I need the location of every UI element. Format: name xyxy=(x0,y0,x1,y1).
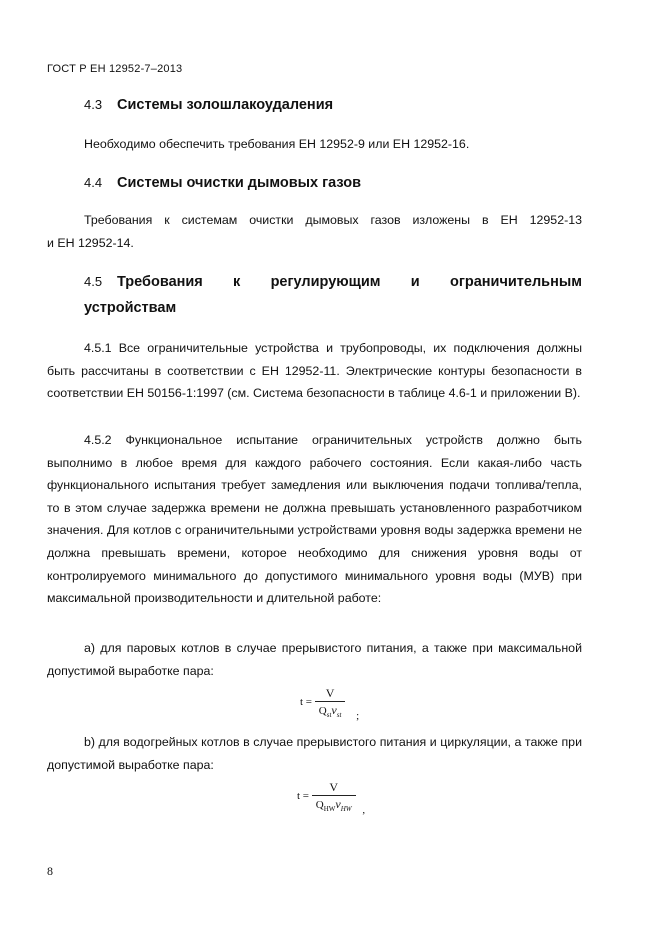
section-number: 4.3 xyxy=(84,97,103,112)
formula-lhs: t = xyxy=(300,696,313,709)
formula-q-subscript: st xyxy=(326,711,332,719)
formula-denominator xyxy=(315,701,346,719)
section-title-word: и xyxy=(410,274,420,290)
paragraph-4-5-2 xyxy=(47,429,582,610)
section-4-4-text-line1: Требования к системам очистки дымовых газов изложены в ЕН 12952-13 xyxy=(84,213,582,227)
section-title-word: регулирующим xyxy=(270,274,381,290)
section-title-word: Требования xyxy=(117,274,203,290)
document-header: ГОСТ Р ЕН 12952-7–2013 xyxy=(47,63,183,75)
list-item-text: a) для паровых котлов в случае прерывистого питания, а также при максимальной допустимой выработке пара: xyxy=(47,641,582,678)
formula-fraction xyxy=(312,780,356,813)
formula-q: Q xyxy=(315,799,324,811)
list-item-text: b) для водогрейных котлов в случае прерывистого питания и циркуляции, а также при допустимой выработке пара: xyxy=(47,735,582,772)
formula-nu-subscript: st xyxy=(336,711,342,719)
section-title: Системы золошлакоудаления xyxy=(117,97,334,113)
formula-steam xyxy=(300,686,360,723)
formula-nu: ν xyxy=(335,797,341,811)
section-4-4-text-line2: и ЕН 12952-14. xyxy=(47,236,134,250)
formula-nu: ν xyxy=(331,703,337,717)
section-4-5-heading xyxy=(84,274,582,290)
section-4-3-text: Необходимо обеспечить требования ЕН 12952-9 или ЕН 12952-16. xyxy=(84,137,470,151)
formula-q-subscript: HW xyxy=(323,805,336,813)
section-4-3-heading xyxy=(84,97,333,113)
section-4-5-heading-line2: устройствам xyxy=(84,300,177,316)
formula-trailing-punct: , xyxy=(362,804,366,817)
page-number: 8 xyxy=(47,864,53,878)
formula-nu-subscript: HW xyxy=(340,805,352,813)
formula-fraction xyxy=(315,686,346,719)
paragraph-text: 4.5.2 Функциональное испытание ограничительных устройств должно быть выполнимо в любое время для каждого рабочего состояния. Если какая-либо часть функционального испытания требует замедления или выключения подачи топлива/тепла, то в этом случае задержка времени не должна превышать установленного разработчиком значения. Для котлов с ограничительными устройствами уровня воды задержка времени не должна превышать времени, которое необходимо для снижения уровня воды от контролируемого минимального до допустимого минимального уровня воды (МУВ) при максимальной производительности и длительной работе: xyxy=(47,433,582,606)
formula-denominator xyxy=(312,795,356,813)
formula-q: Q xyxy=(318,705,327,717)
formula-numerator: V xyxy=(329,780,339,794)
section-4-4-heading xyxy=(84,175,361,191)
section-number: 4.4 xyxy=(84,175,103,190)
list-item-a xyxy=(47,637,582,682)
formula-hot-water xyxy=(297,780,366,817)
section-title: Системы очистки дымовых газов xyxy=(117,175,362,191)
paragraph-4-5-1 xyxy=(47,337,582,405)
formula-lhs: t = xyxy=(297,790,310,803)
formula-numerator: V xyxy=(325,686,335,700)
list-item-b xyxy=(47,731,582,776)
paragraph-text: 4.5.1 Все ограничительные устройства и трубопроводы, их подключения должны быть рассчитаны в соответствии с ЕН 12952-11. Электрические контуры безопасности в соответствии ЕН 50156-1:1997 (см. Система безопасности в таблице 4.6-1 и приложении В). xyxy=(47,341,582,401)
formula-trailing-punct: ; xyxy=(356,710,360,723)
section-number: 4.5 xyxy=(84,274,103,289)
section-title-word: ограничительным xyxy=(449,274,582,290)
section-title-word: к xyxy=(233,274,241,290)
